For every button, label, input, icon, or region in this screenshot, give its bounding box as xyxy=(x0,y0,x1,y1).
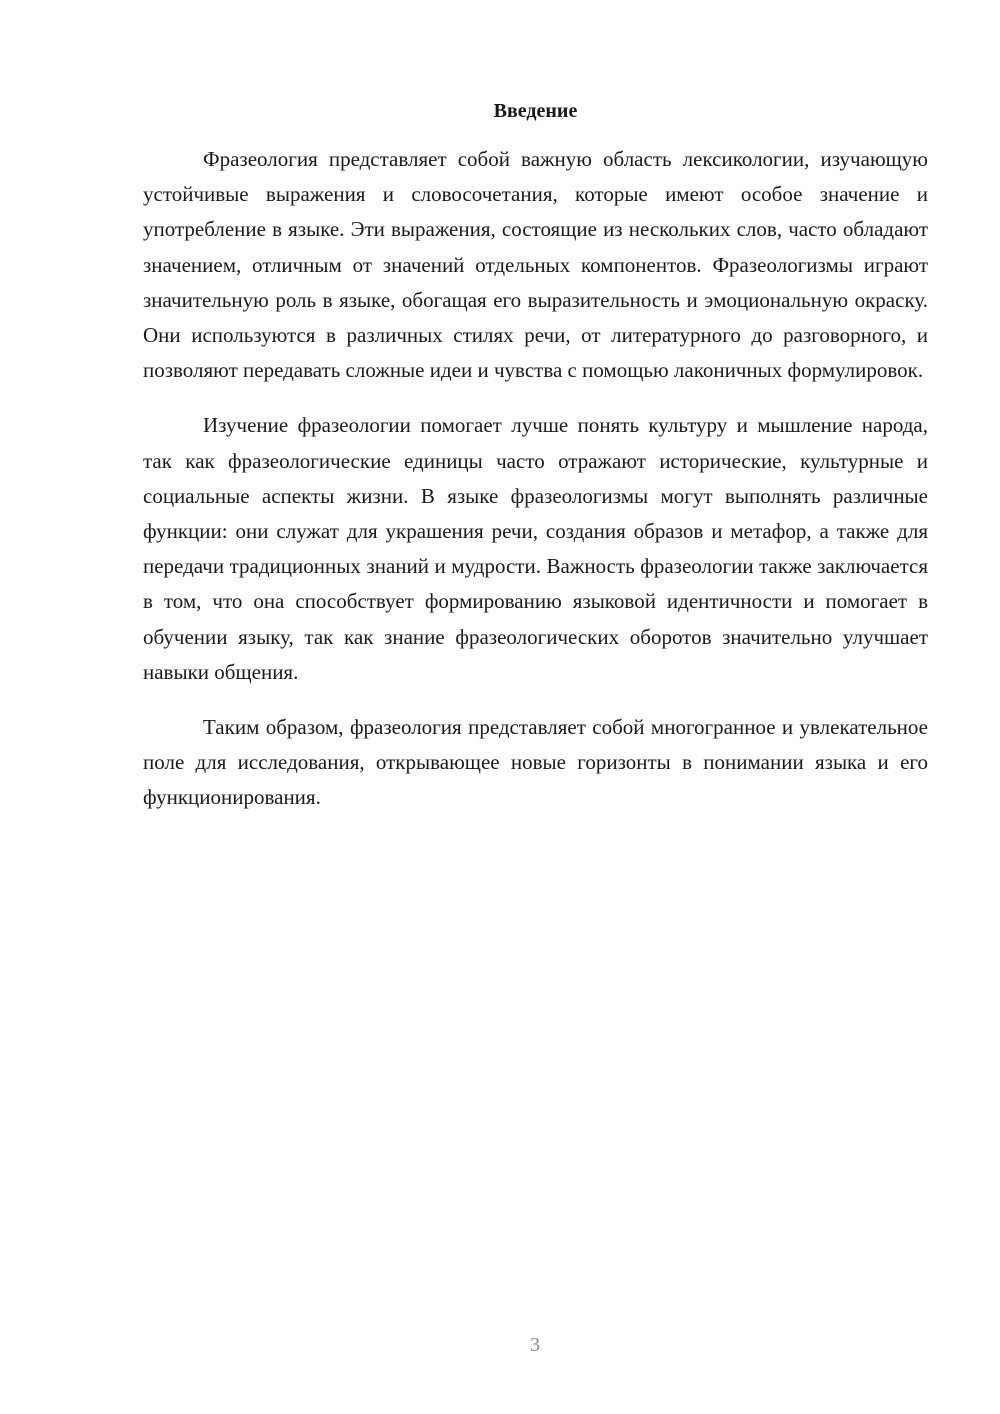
page-number: 3 xyxy=(530,1334,540,1356)
paragraph-2: Изучение фразеологии помогает лучше понять культуру и мышление народа, так как фразеологические единицы часто отражают исторические, культурные и социальные аспекты жизни. В языке фразеологизмы могут выполнять различные функции: они служат для украшения речи, создания образов и метафор, а также для передачи традиционных знаний и мудрости. Важность фразеологии также заключается в том, что она способствует формированию языковой идентичности и помогает в обучении языку, так как знание фразеологических оборотов значительно улучшает навыки общения. xyxy=(143,413,928,684)
paragraph-3: Таким образом, фразеология представляет собой многогранное и увлекательное поле для исследования, открывающее новые горизонты в понимании языка и его функционирования. xyxy=(143,715,928,810)
body-text xyxy=(143,142,928,836)
section-heading: Введение xyxy=(493,100,578,122)
paragraph-1: Фразеология представляет собой важную область лексикологии, изучающую устойчивые выражения и словосочетания, которые имеют особое значение и употребление в языке. Эти выражения, состоящие из нескольких слов, часто обладают значением, отличным от значений отдельных компонентов. Фразеологизмы играют значительную роль в языке, обогащая его выразительность и эмоциональную окраску. Они используются в различных стилях речи, от литературного до разговорного, и позволяют передавать сложные идеи и чувства с помощью лаконичных формулировок. xyxy=(143,147,928,383)
